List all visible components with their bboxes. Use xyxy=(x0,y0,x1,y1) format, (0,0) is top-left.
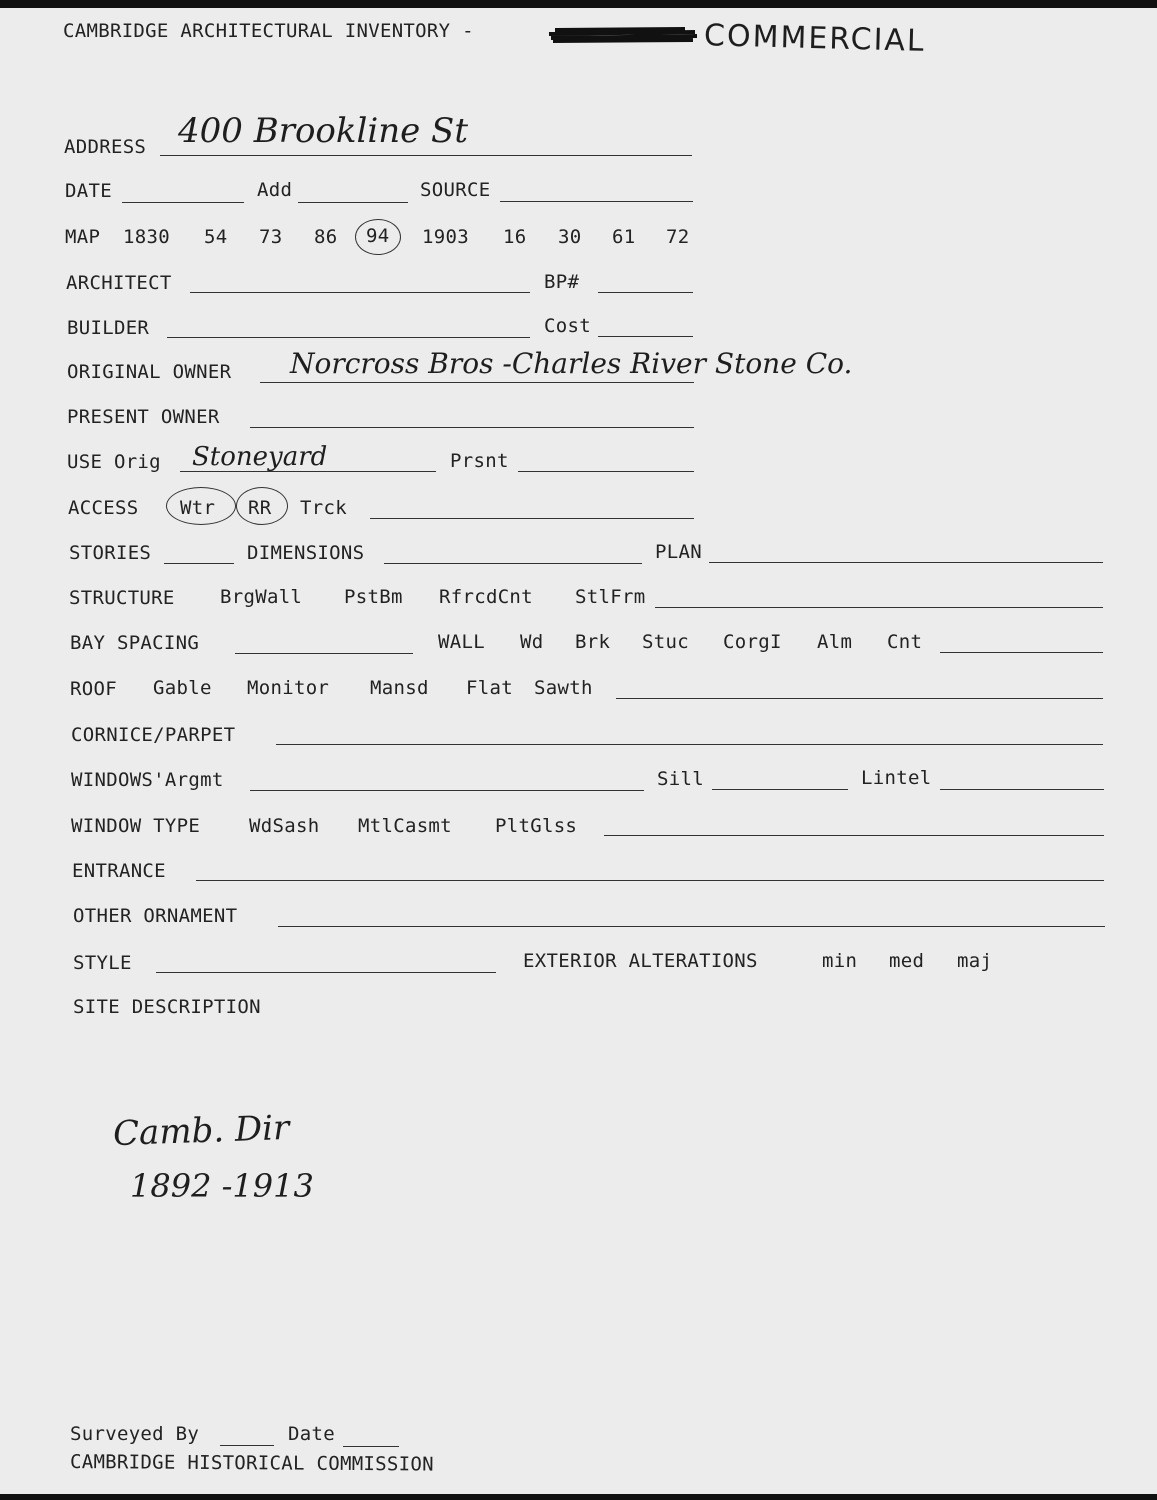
add-line xyxy=(298,202,408,203)
footer-date-line xyxy=(343,1446,399,1447)
wall-option: Cnt xyxy=(887,631,923,653)
handwritten-note-source: Camb. Dir xyxy=(112,1107,290,1155)
map-circle-mark xyxy=(355,219,401,255)
wall-option: Alm xyxy=(817,631,853,653)
structure-option: PstBm xyxy=(344,586,403,608)
builder-label: BUILDER xyxy=(67,317,150,339)
map-year: 86 xyxy=(314,226,338,248)
sill-label: Sill xyxy=(657,768,704,790)
cornice-label: CORNICE/PARPET xyxy=(71,724,236,746)
dimensions-label: DIMENSIONS xyxy=(247,542,365,564)
structure-option: BrgWall xyxy=(220,586,303,608)
map-year: 16 xyxy=(503,226,527,248)
date-line xyxy=(122,202,244,203)
footer-date-label: Date xyxy=(288,1423,335,1445)
lintel-line xyxy=(940,789,1104,790)
cost-label: Cost xyxy=(544,315,591,337)
map-year: 72 xyxy=(666,226,690,248)
alteration-option: med xyxy=(889,950,925,972)
map-year: 61 xyxy=(612,226,636,248)
roof-option: Gable xyxy=(153,677,212,699)
wall-line xyxy=(940,652,1103,653)
lintel-label: Lintel xyxy=(861,767,932,789)
bay-spacing-label: BAY SPACING xyxy=(70,632,200,654)
access-option: RR xyxy=(248,497,272,519)
access-label: ACCESS xyxy=(68,497,139,519)
builder-line xyxy=(167,337,530,338)
access-line xyxy=(370,518,694,519)
plan-label: PLAN xyxy=(655,541,702,563)
bp-line xyxy=(598,292,693,293)
roof-option: Sawth xyxy=(534,677,593,699)
cost-line xyxy=(598,336,693,337)
structure-label: STRUCTURE xyxy=(69,587,175,609)
windows-arrangement-line xyxy=(250,790,644,791)
form-heading: CAMBRIDGE ARCHITECTURAL INVENTORY - xyxy=(63,20,474,42)
architect-line xyxy=(190,292,530,293)
alteration-option: min xyxy=(822,950,858,972)
roof-option: Mansd xyxy=(370,677,429,699)
entrance-label: ENTRANCE xyxy=(72,860,166,882)
original-owner-line xyxy=(260,382,694,383)
scan-edge-bottom xyxy=(0,1494,1157,1500)
dimensions-line xyxy=(384,563,642,564)
bp-label: BP# xyxy=(544,271,580,293)
surveyed-by-line xyxy=(220,1445,274,1446)
handwritten-note-years: 1892 -1913 xyxy=(130,1167,314,1205)
source-line xyxy=(500,201,693,202)
address-label: ADDRESS xyxy=(64,136,147,158)
structure-option: RfrcdCnt xyxy=(439,586,533,608)
roof-option: Flat xyxy=(466,677,513,699)
present-owner-line xyxy=(250,427,694,428)
cornice-line xyxy=(276,744,1103,745)
prsnt-line xyxy=(518,471,694,472)
site-description-label: SITE DESCRIPTION xyxy=(73,996,261,1018)
window-type-line xyxy=(604,835,1104,836)
structure-line xyxy=(655,607,1103,608)
present-owner-label: PRESENT OWNER xyxy=(67,406,220,428)
access-water-circle-mark xyxy=(166,487,236,525)
architect-label: ARCHITECT xyxy=(66,272,172,294)
surveyed-by-label: Surveyed By xyxy=(70,1423,200,1445)
window-type-option: WdSash xyxy=(249,815,320,837)
add-label: Add xyxy=(257,179,293,201)
exterior-alterations-label: EXTERIOR ALTERATIONS xyxy=(523,950,758,972)
access-rr-circle-mark xyxy=(236,487,288,525)
use-orig-label: USE Orig xyxy=(67,451,161,473)
sill-line xyxy=(712,789,848,790)
map-label: MAP xyxy=(65,226,101,248)
commission-footer: CAMBRIDGE HISTORICAL COMMISSION xyxy=(69,1451,434,1476)
plan-line xyxy=(709,562,1103,563)
other-ornament-line xyxy=(278,926,1105,927)
map-year-circled: 94 xyxy=(366,225,390,247)
other-ornament-label: OTHER ORNAMENT xyxy=(73,905,238,927)
original-owner-value: Norcross Bros -Charles River Stone Co. xyxy=(290,347,853,380)
stories-label: STORIES xyxy=(69,542,152,564)
roof-option: Monitor xyxy=(247,677,330,699)
wall-label: WALL xyxy=(438,631,485,653)
scan-edge-top xyxy=(0,0,1157,8)
entrance-line xyxy=(196,880,1104,881)
map-year: 1830 xyxy=(123,226,170,248)
address-value: 400 Brookline St xyxy=(178,111,469,151)
map-year: 73 xyxy=(259,226,283,248)
window-type-option: MtlCasmt xyxy=(358,815,452,837)
heading-handwritten: COMMERCIAL xyxy=(703,18,927,59)
style-line xyxy=(156,972,496,973)
wall-option: Wd xyxy=(520,631,544,653)
strikethrough-mark xyxy=(545,24,705,46)
bay-spacing-line xyxy=(235,653,413,654)
prsnt-label: Prsnt xyxy=(450,450,509,472)
use-orig-value: Stoneyard xyxy=(192,442,328,472)
wall-option: Brk xyxy=(575,631,611,653)
window-type-option: PltGlss xyxy=(495,815,578,837)
map-year: 54 xyxy=(204,226,228,248)
windows-arrangement-label: WINDOWS'Argmt xyxy=(71,769,224,791)
window-type-label: WINDOW TYPE xyxy=(71,815,201,837)
original-owner-label: ORIGINAL OWNER xyxy=(67,361,232,383)
structure-option: StlFrm xyxy=(575,586,646,608)
alteration-option: maj xyxy=(957,950,993,972)
wall-option: Stuc xyxy=(642,631,689,653)
access-option: Trck xyxy=(300,497,347,519)
roof-label: ROOF xyxy=(70,678,117,700)
roof-line xyxy=(616,698,1103,699)
style-label: STYLE xyxy=(73,952,132,974)
stories-line xyxy=(164,563,234,564)
source-label: SOURCE xyxy=(420,179,491,201)
map-year: 1903 xyxy=(422,226,469,248)
map-year: 30 xyxy=(558,226,582,248)
access-option: Wtr xyxy=(180,497,216,519)
wall-option: CorgI xyxy=(723,631,782,653)
date-label: DATE xyxy=(65,180,112,202)
address-line xyxy=(160,155,692,156)
